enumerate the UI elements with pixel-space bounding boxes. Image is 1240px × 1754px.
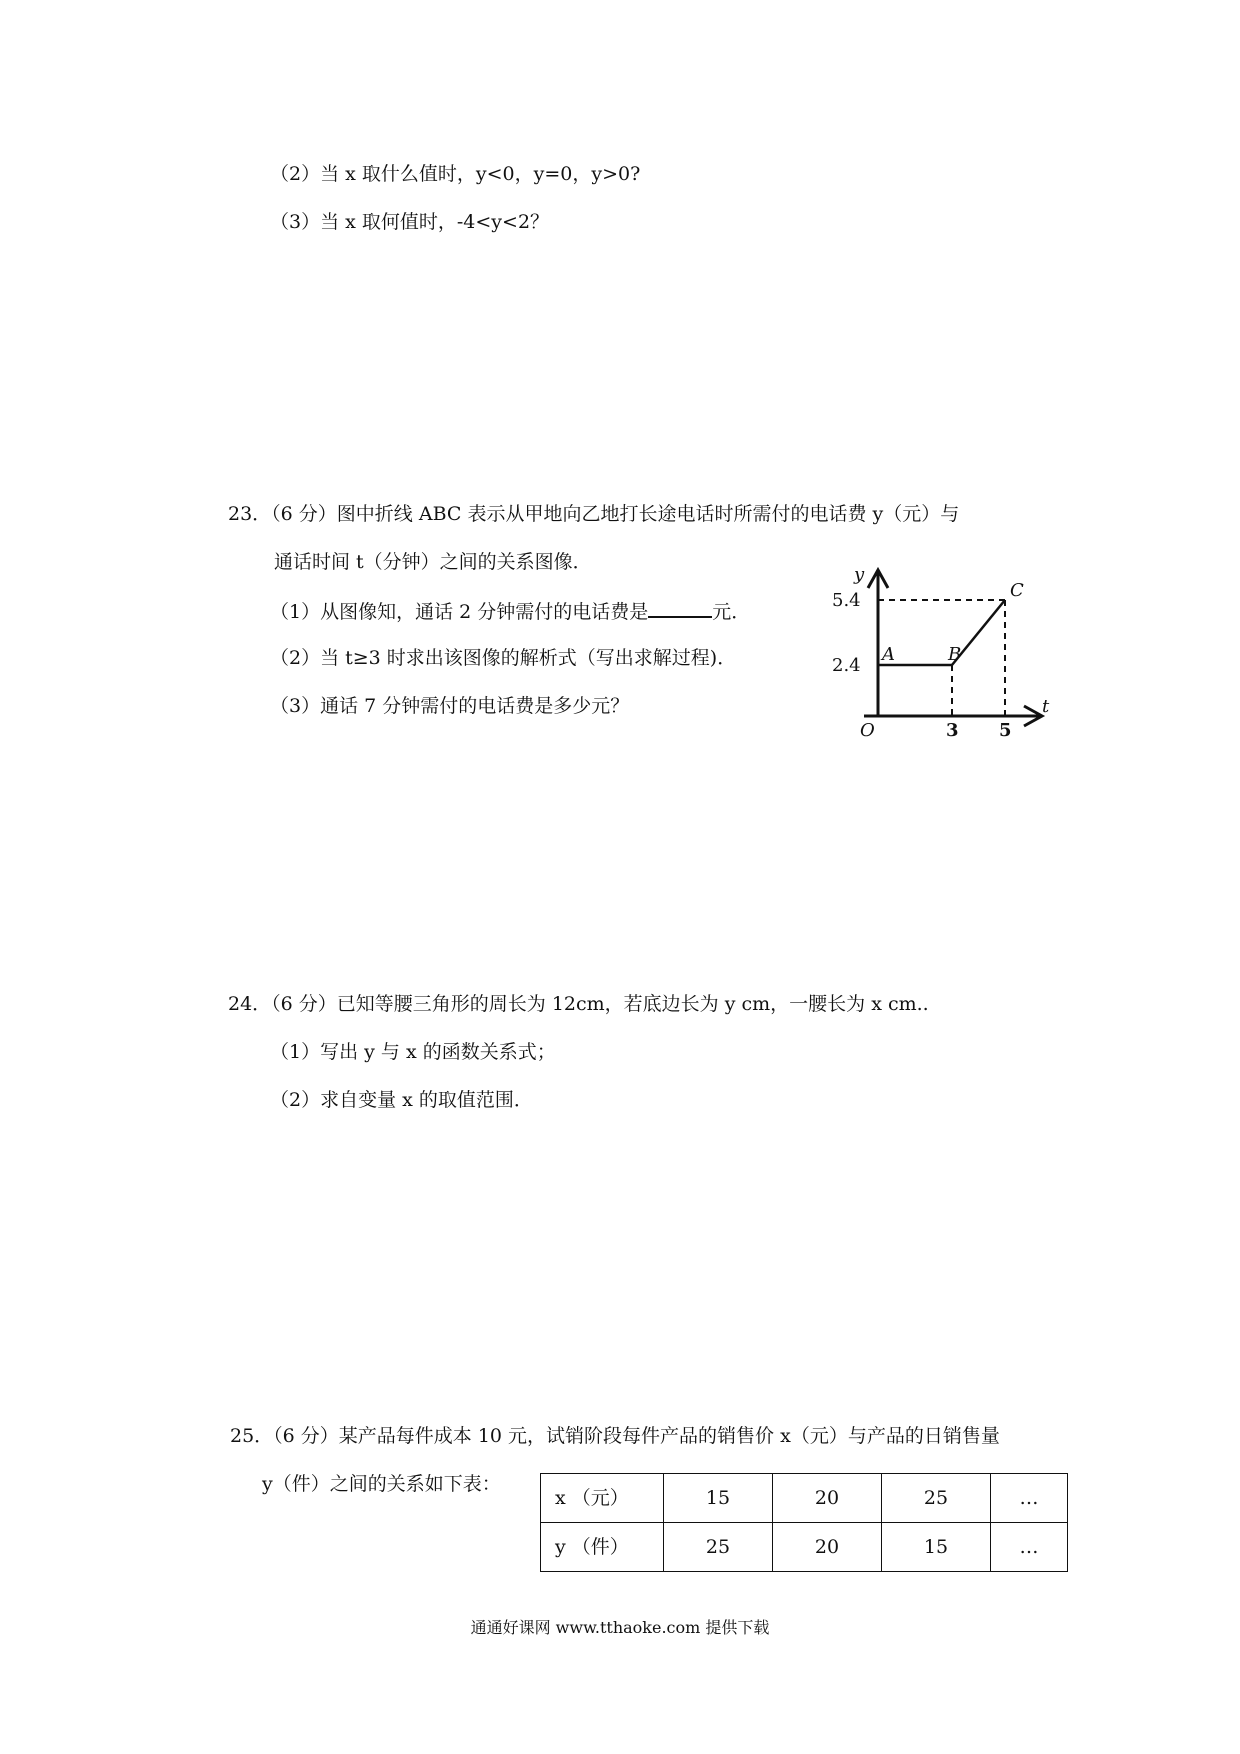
q23-graph <box>820 560 1050 740</box>
q22-part3: （3）当 x 取何值时，-4<y<2？ <box>270 211 550 233</box>
table-row <box>541 1474 1068 1523</box>
q23-part1-unit: 元． <box>712 601 751 623</box>
q23-part2: （2）当 t≥3 时求出该图像的解析式（写出求解过程)． <box>270 647 737 669</box>
q23-stem-line1: 23．（6 分）图中折线 ABC 表示从甲地向乙地打长途电话时所需付的电话费 y（元）与 <box>228 503 960 525</box>
q23-stem-line2: 通话时间 t（分钟）之间的关系图像． <box>274 551 592 573</box>
x-tick-3: 3 <box>946 720 959 740</box>
point-a-label: A <box>882 644 895 665</box>
table-cell: 15 <box>664 1474 773 1523</box>
table-cell: 20 <box>773 1523 882 1572</box>
point-c-label: C <box>1010 580 1024 601</box>
q22-part2: （2）当 x 取什么值时，y<0，y=0，y>0? <box>270 163 641 185</box>
page-footer: 通通好课网 www.tthaoke.com 提供下载 <box>470 1618 770 1637</box>
row-y-header: y （件） <box>541 1523 664 1572</box>
q25-stem-line2: y（件）之间的关系如下表： <box>262 1473 501 1495</box>
q25-table <box>540 1473 1068 1572</box>
q23-part3: （3）通话 7 分钟需付的电话费是多少元？ <box>270 695 630 717</box>
q23-part1 <box>270 598 750 625</box>
q23-graph-svg <box>820 560 1050 740</box>
x-tick-5: 5 <box>999 720 1012 740</box>
q24-stem: 24．（6 分）已知等腰三角形的周长为 12cm，若底边长为 y cm，一腰长为 x cm.. <box>228 993 929 1015</box>
table-row <box>541 1523 1068 1572</box>
point-b-label: B <box>948 644 962 665</box>
q23-part1-text: （1）从图像知，通话 2 分钟需付的电话费是 <box>270 601 649 623</box>
x-axis-label: t <box>1042 696 1050 717</box>
y-axis-label: y <box>854 564 865 585</box>
row-x-header: x （元） <box>541 1474 664 1523</box>
y-tick-high: 5.4 <box>832 590 861 611</box>
table-cell: 25 <box>882 1474 991 1523</box>
table-cell: … <box>991 1523 1068 1572</box>
table-cell: … <box>991 1474 1068 1523</box>
y-tick-low: 2.4 <box>832 655 861 676</box>
table-cell: 25 <box>664 1523 773 1572</box>
q24-part1: （1）写出 y 与 x 的函数关系式； <box>270 1041 556 1063</box>
table-cell: 15 <box>882 1523 991 1572</box>
q25-stem-line1: 25．（6 分）某产品每件成本 10 元，试销阶段每件产品的销售价 x（元）与产品的日销售量 <box>230 1425 1000 1447</box>
q24-part2: （2）求自变量 x 的取值范围． <box>270 1089 533 1111</box>
answer-blank <box>648 598 712 618</box>
price-sales-table <box>540 1473 1068 1572</box>
origin-label: O <box>860 720 875 740</box>
table-cell: 20 <box>773 1474 882 1523</box>
